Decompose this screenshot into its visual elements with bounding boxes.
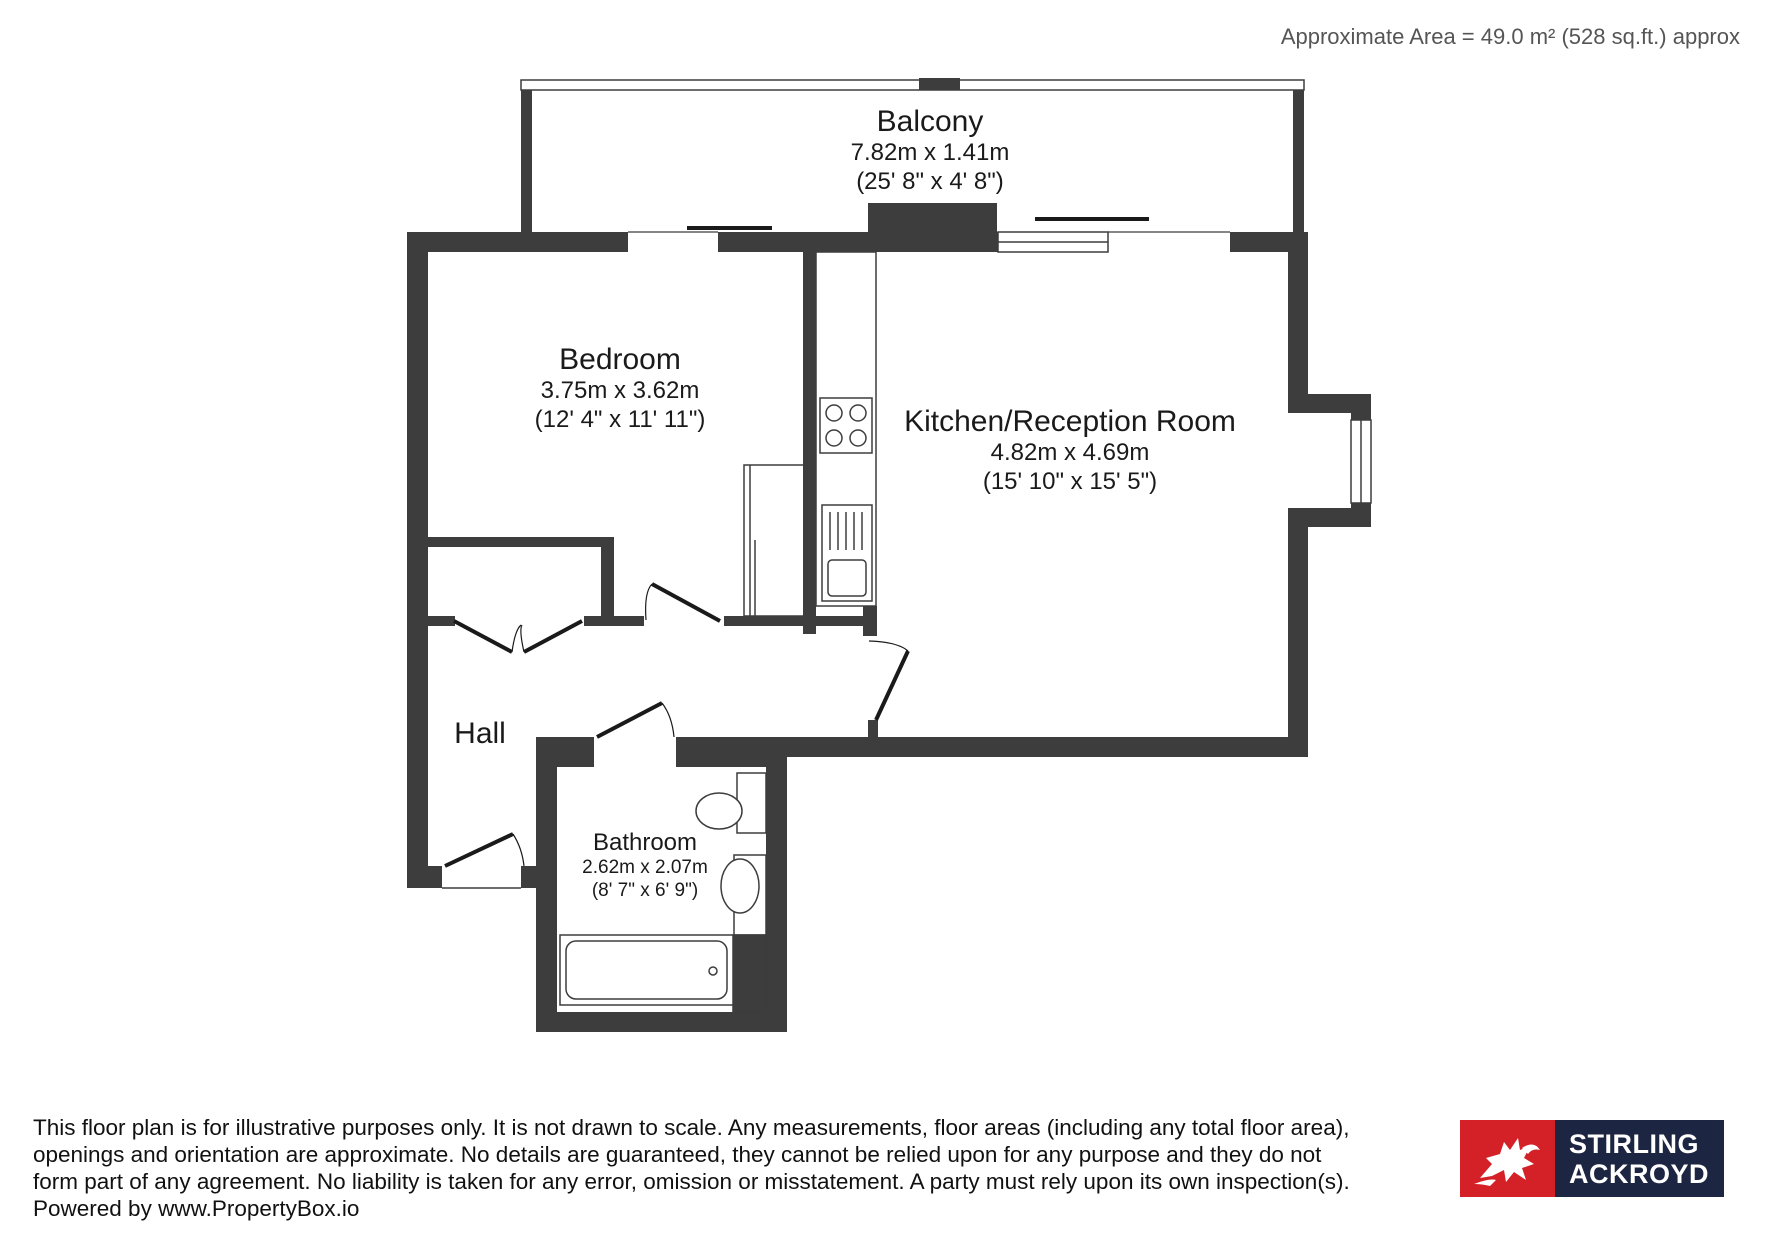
bathroom-metric: 2.62m x 2.07m <box>582 857 708 879</box>
disclaimer <box>33 1114 1453 1222</box>
bedroom-imperial: (12' 4" x 11' 11") <box>534 405 706 433</box>
bedroom-wardrobe <box>744 465 804 616</box>
disclaimer-line-2: openings and orientation are approximate. No details are guaranteed, they cannot be relied upon for any purpose and they do not <box>33 1142 1322 1167</box>
balcony-imperial: (25' 8" x 4' 8") <box>856 167 1004 195</box>
bedroom-name: Bedroom <box>559 343 681 376</box>
disclaimer-line-3: form part of any agreement. No liability is taken for any error, omission or misstatement. A party must rely upon its own inspection(s). <box>33 1169 1350 1194</box>
approximate-area-note: Approximate Area = 49.0 m² (528 sq.ft.) approx <box>1280 24 1740 49</box>
hall-name: Hall <box>454 717 506 750</box>
bathroom-label <box>570 829 720 902</box>
bedroom-metric: 3.75m x 3.62m <box>540 377 700 405</box>
balcony-name: Balcony <box>876 105 984 138</box>
balcony-metric: 7.82m x 1.41m <box>850 139 1010 167</box>
brand-line-1: STIRLING <box>1569 1128 1699 1159</box>
balcony-label <box>845 104 1015 196</box>
hall-label <box>440 716 520 751</box>
kitchen-metric: 4.82m x 4.69m <box>990 439 1150 467</box>
bathroom-imperial: (8' 7" x 6' 9") <box>591 879 699 901</box>
brand-wordmark <box>1555 1120 1724 1197</box>
kitchen-name: Kitchen/Reception Room <box>904 405 1236 438</box>
kitchen-label <box>900 404 1240 496</box>
disclaimer-line-1: This floor plan is for illustrative purposes only. It is not drawn to scale. Any measurements, floor areas (including any total floor area), <box>33 1115 1350 1140</box>
stirling-ackroyd-logo <box>1460 1120 1724 1197</box>
kitchen-units <box>816 252 876 606</box>
brand-line-2: ACKROYD <box>1569 1158 1710 1189</box>
kitchen-imperial: (15' 10" x 15' 5") <box>982 467 1158 495</box>
bedroom-label <box>520 342 720 434</box>
griffin-icon <box>1460 1120 1555 1197</box>
disclaimer-line-4: Powered by www.PropertyBox.io <box>33 1196 360 1221</box>
bathroom-name: Bathroom <box>592 829 698 856</box>
